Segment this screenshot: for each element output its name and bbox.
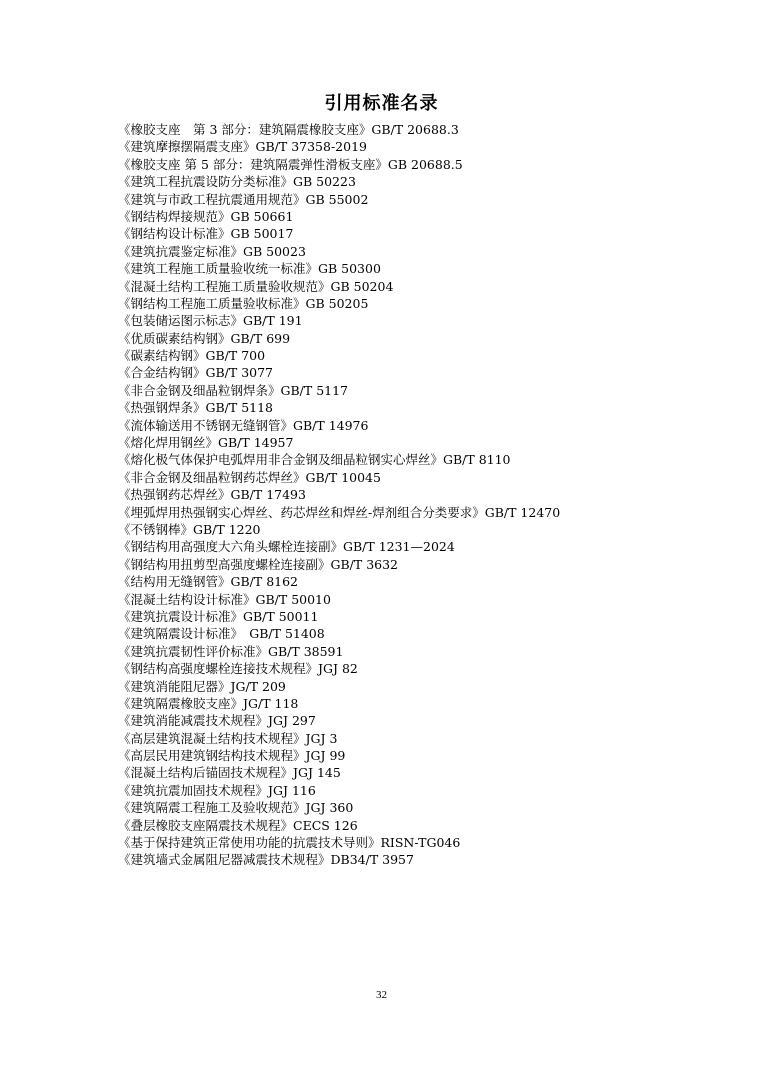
reference-item: 《橡胶支座 第 3 部分：建筑隔震橡胶支座》GB/T 20688.3 <box>118 122 459 137</box>
reference-item: 《混凝土结构设计标准》GB/T 50010 <box>118 591 331 607</box>
reference-item: 《钢结构高强度螺栓连接技术规程》JGJ 82 <box>118 661 358 677</box>
reference-item: 《高层民用建筑钢结构技术规程》JGJ 99 <box>118 748 346 764</box>
reference-item: 《建筑隔震设计标准》 GB/T 51408 <box>118 626 325 642</box>
reference-item: 《混凝土结构后锚固技术规程》JGJ 145 <box>118 765 341 781</box>
reference-item: 《基于保持建筑正常使用功能的抗震技术导则》RISN-TG046 <box>118 835 461 851</box>
reference-item: 《流体输送用不锈钢无缝钢管》GB/T 14976 <box>118 417 369 433</box>
reference-item: 《建筑隔震橡胶支座》JG/T 118 <box>118 695 299 711</box>
reference-item: 《叠层橡胶支座隔震技术规程》CECS 126 <box>118 817 358 833</box>
page-number: 32 <box>376 989 387 1001</box>
reference-item: 《橡胶支座 第 5 部分：建筑隔震弹性滑板支座》GB 20688.5 <box>118 156 463 172</box>
reference-item: 《非合金钢及细晶粒钢药芯焊丝》GB/T 10045 <box>118 469 381 485</box>
reference-item: 《钢结构工程施工质量验收标准》GB 50205 <box>118 295 369 311</box>
reference-item: 《优质碳素结构钢》GB/T 699 <box>118 330 291 346</box>
reference-list <box>118 121 718 869</box>
reference-item: 《热强钢焊条》GB/T 5118 <box>118 400 274 416</box>
reference-item: 《建筑抗震加固技术规程》JGJ 116 <box>118 782 316 798</box>
reference-item: 《埋弧焊用热强钢实心焊丝、药芯焊丝和焊丝-焊剂组合分类要求》GB/T 12470 <box>118 504 561 520</box>
reference-item: 《包装储运图示标志》GB/T 191 <box>118 313 303 329</box>
reference-item: 《建筑消能阻尼器》JG/T 209 <box>118 678 286 694</box>
reference-item: 《建筑抗震设计标准》GB/T 50011 <box>118 608 319 624</box>
reference-item: 《不锈钢棒》GB/T 1220 <box>118 521 261 537</box>
reference-item: 《建筑与市政工程抗震通用规范》GB 55002 <box>118 191 369 207</box>
reference-item: 《结构用无缝钢管》GB/T 8162 <box>118 574 299 590</box>
reference-item: 《碳素结构钢》GB/T 700 <box>118 348 266 364</box>
reference-item: 《建筑工程抗震设防分类标准》GB 50223 <box>118 174 356 190</box>
reference-item: 《建筑工程施工质量验收统一标准》GB 50300 <box>118 261 381 277</box>
reference-item: 《建筑抗震韧性评价标准》GB/T 38591 <box>118 643 344 659</box>
reference-item: 《钢结构用扭剪型高强度螺栓连接副》GB/T 3632 <box>118 556 399 572</box>
reference-item: 《合金结构钢》GB/T 3077 <box>118 365 274 381</box>
reference-item: 《建筑墙式金属阻尼器减震技术规程》DB34/T 3957 <box>118 852 414 868</box>
reference-item: 《热强钢药芯焊丝》GB/T 17493 <box>118 487 306 503</box>
reference-item: 《建筑抗震鉴定标准》GB 50023 <box>118 243 306 259</box>
reference-item: 《建筑消能减震技术规程》JGJ 297 <box>118 713 316 729</box>
reference-item: 《钢结构用高强度大六角头螺栓连接副》GB/T 1231—2024 <box>118 539 455 555</box>
reference-item: 《高层建筑混凝土结构技术规程》JGJ 3 <box>118 730 338 746</box>
reference-item: 《熔化极气体保护电弧焊用非合金钢及细晶粒钢实心焊丝》GB/T 8110 <box>118 452 511 468</box>
reference-item: 《熔化焊用钢丝》GB/T 14957 <box>118 435 294 451</box>
reference-item: 《钢结构设计标准》GB 50017 <box>118 226 294 242</box>
reference-item: 《建筑隔震工程施工及验收规范》JGJ 360 <box>118 800 354 816</box>
reference-item: 《非合金钢及细晶粒钢焊条》GB/T 5117 <box>118 382 349 398</box>
reference-item: 《混凝土结构工程施工质量验收规范》GB 50204 <box>118 278 394 294</box>
page-title: 引用标准名录 <box>324 93 439 114</box>
reference-item: 《建筑摩擦摆隔震支座》GB/T 37358-2019 <box>118 139 367 155</box>
reference-item: 《钢结构焊接规范》GB 50661 <box>118 208 294 224</box>
